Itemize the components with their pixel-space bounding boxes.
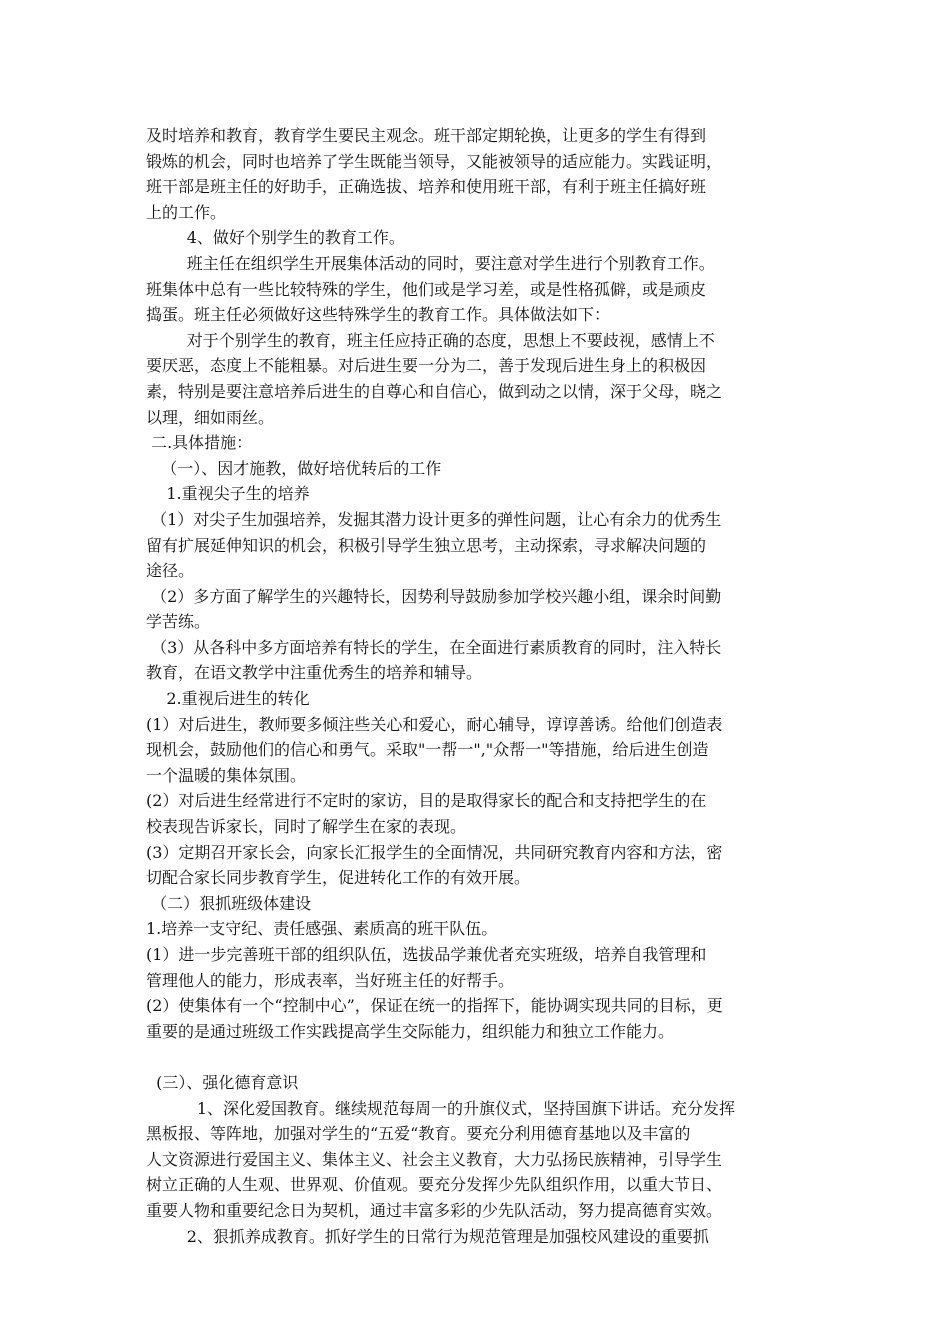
text-line: 上的工作。 [146, 202, 227, 222]
text-line: 2.重视后进生的转化 [146, 689, 310, 709]
text-line: 1、深化爱国教育。继续规范每周一的升旗仪式，坚持国旗下讲话。充分发挥 [146, 1098, 736, 1118]
text-line: (2）使集体有一个“控制中心”，保证在统一的指挥下，能协调实现共同的目标，更 [146, 996, 723, 1016]
text-line: 重要的是通过班级工作实践提高学生交际能力，组织能力和独立工作能力。 [146, 1021, 675, 1041]
text-line: 要厌恶，态度上不能粗暴。对后进生要一分为二，善于发现后进生身上的积极因 [146, 356, 707, 376]
text-line: 4、做好个别学生的教育工作。 [146, 228, 405, 248]
text-line: 1.重视尖子生的培养 [146, 484, 310, 504]
text-line: 留有扩展延伸知识的机会，积极引导学生独立思考，主动探索，寻求解决问题的 [146, 535, 707, 555]
text-line: 学苦练。 [146, 612, 211, 632]
text-line: 以理，细如雨丝。 [146, 407, 275, 427]
text-line: 1.培养一支守纪、责任感强、素质高的班干队伍。 [146, 919, 498, 939]
text-line: 人文资源进行爱国主义、集体主义、社会主义教育，大力弘扬民族精神，引导学生 [146, 1149, 723, 1169]
text-line: 捣蛋。班主任必须做好这些特殊学生的教育工作。具体做法如下： [146, 305, 611, 325]
text-line: 教育，在语文教学中注重优秀生的培养和辅导。 [146, 663, 483, 683]
text-line: （二）狠抓班级体建设 [146, 893, 312, 913]
text-line: 锻炼的机会，同时也培养了学生既能当领导，又能被领导的适应能力。实践证明， [146, 151, 723, 171]
text-line: 切配合家长同步教育学生，促进转化工作的有效开展。 [146, 868, 531, 888]
text-line: (3）定期召开家长会，向家长汇报学生的全面情况，共同研究教育内容和方法，密 [146, 842, 723, 862]
text-line [146, 1044, 806, 1070]
text-line: 及时培养和教育，教育学生要民主观念。班干部定期轮换，让更多的学生有得到 [146, 126, 707, 145]
text-line: （2）多方面了解学生的兴趣特长，因势利导鼓励参加学校兴趣小组，课余时间勤 [146, 586, 722, 606]
text-line: (2）对后进生经常进行不定时的家访，目的是取得家长的配合和支持把学生的在 [146, 791, 707, 811]
text-line: 校表现告诉家长，同时了解学生在家的表现。 [146, 817, 467, 837]
text-line: 二.具体措施： [146, 433, 253, 453]
text-line: 黑板报、等阵地，加强对学生的“五爱“教育。要充分利用德育基地以及丰富的 [146, 1124, 691, 1144]
text-line: (1）进一步完善班干部的组织队伍，选拔品学兼优者充实班级，培养自我管理和 [146, 945, 707, 964]
text-line: 素，特别是要注意培养后进生的自尊心和自信心，做到动之以情，深于父母，晓之 [146, 381, 723, 401]
text-line: （3）从各科中多方面培养有特长的学生，在全面进行素质教育的同时，注入特长 [146, 637, 722, 657]
text-line: 现机会，鼓励他们的信心和勇气。采取"一帮一","众帮一"等措施，给后进生创造 [146, 740, 709, 760]
text-line: (1）对后进生，教师要多倾注些关心和爱心，耐心辅导，谆谆善诱。给他们创造表 [146, 714, 723, 734]
text-line: 班干部是班主任的好助手，正确选拔、培养和使用班干部，有利于班主任搞好班 [146, 177, 707, 197]
text-line: （1）对尖子生加强培养，发掘其潜力设计更多的弹性问题，让心有余力的优秀生 [146, 509, 722, 529]
text-line: 对于个别学生的教育，班主任应持正确的态度，思想上不要歧视，感情上不 [146, 330, 715, 350]
text-line: 管理他人的能力，形成表率，当好班主任的好帮手。 [146, 970, 515, 990]
document-body [146, 123, 806, 1249]
text-line: 途径。 [146, 561, 195, 581]
text-line: 重要人物和重要纪念日为契机，通过丰富多彩的少先队活动，努力提高德育实效。 [146, 1200, 723, 1220]
text-line: （一）、因才施教，做好培优转后的工作 [146, 458, 442, 478]
text-line: 树立正确的人生观、世界观、价值观。要充分发挥少先队组织作用，以重大节日、 [146, 1175, 723, 1195]
text-line: 2、狠抓养成教育。抓好学生的日常行为规范管理是加强校风建设的重要抓 [146, 1226, 709, 1246]
text-line: 班集体中总有一些比较特殊的学生，他们或是学习差，或是性格孤僻，或是顽皮 [146, 279, 707, 299]
text-line: 一个温暖的集体氛围。 [146, 765, 307, 785]
text-line: (三）、强化德育意识 [146, 1072, 299, 1092]
text-line: 班主任在组织学生开展集体活动的同时，要注意对学生进行个别教育工作。 [146, 253, 715, 273]
